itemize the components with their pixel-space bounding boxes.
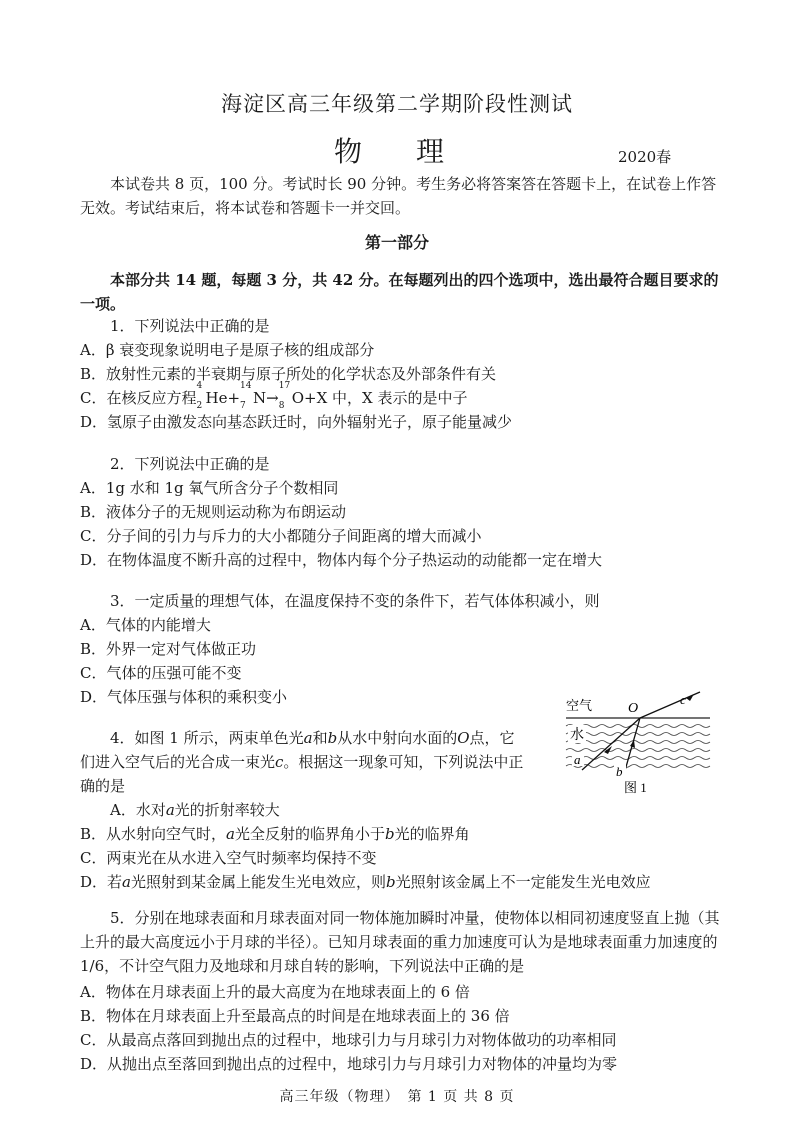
ray-b-label: b (616, 764, 623, 779)
q1-option-b: B．放射性元素的半衰期与原子所处的化学状态及外部条件有关 (80, 365, 497, 383)
light-b-label: b (327, 729, 338, 747)
q4-stem-line1 (110, 728, 515, 748)
ray-c-label: c (680, 692, 686, 707)
q5-option-b: B．物体在月球表面上升至最高点的时间是在地球表面上的 36 倍 (80, 1007, 510, 1025)
he-mass: 4 (196, 381, 203, 391)
n-charge: 7 (240, 401, 246, 411)
part-description: 本部分共 14 题，每题 3 分，共 42 分。在每题列出的四个选项中，选出最符合题目要求的一项。 (80, 271, 719, 313)
q2-option-a: A．1g 水和 1g 氧气所含分子个数相同 (80, 479, 339, 497)
q4-text: 点，它 (469, 729, 515, 747)
exam-instructions: 本试卷共 8 页，100 分。考试时长 90 分钟。考生务必将答案答在答题卡上，在试卷上作答无效。考试结束后，将本试卷和答题卡一并交回。 (80, 175, 717, 217)
exam-title: 海淀区高三年级第二学期阶段性测试 (221, 92, 573, 116)
point-o-label: O (457, 729, 470, 747)
light-b-label: b (385, 825, 395, 843)
q1-c-text: C．在核反应方程 (80, 389, 197, 407)
light-a-label: a (165, 801, 175, 819)
ray-c-arrow-icon (686, 694, 694, 701)
q4-option-a (110, 800, 280, 820)
water-waves (566, 725, 710, 768)
q4-text: B．从水射向空气时， (80, 825, 227, 843)
q4-text: A．水对 (110, 801, 166, 819)
q1-c-tail: +X 中，X 表示的是中子 (304, 389, 468, 407)
subject-char-2: 理 (416, 135, 447, 168)
q4-text: 从水中射向水面的 (337, 729, 458, 747)
q4-text: 。根据这一现象可知，下列说法中正 (283, 753, 524, 771)
o-charge: 8 (278, 401, 285, 411)
light-b-label: b (386, 873, 396, 891)
nuclide-nitrogen (240, 381, 267, 411)
q4-text: 光的折射率较大 (174, 801, 280, 819)
q4-stem-line2 (80, 752, 523, 772)
ray-a-label: a (574, 752, 581, 767)
q4-text: 光的临界角 (394, 825, 470, 843)
q2-option-b: B．液体分子的无规则运动称为布朗运动 (80, 503, 347, 521)
q4-text: 们进入空气后的光合成一束光 (80, 753, 276, 771)
point-o-label: O (628, 701, 639, 716)
q5-stem: 5．分别在地球表面和月球表面对同一物体施加瞬时冲量，使物体以相同初速度竖直上抛（其上升的最大高度远小于月球的半径）。已知月球表面的重力加速度可认为是地球表面重力加速度的 1/6，不计空气阻力及地球和月球自转的影响，下列说法中正确的是 (80, 909, 720, 975)
nuclide-oxygen (278, 381, 305, 411)
water-label: 水 (570, 728, 584, 743)
air-label: 空气 (566, 698, 593, 713)
q4-option-c: C．两束光在从水进入空气时频率均保持不变 (80, 849, 377, 867)
q4-text: 光全反射的临界角小于 (234, 825, 385, 843)
q4-text: 光照射该金属上不一定能发生光电效应 (395, 873, 651, 891)
light-a-label: a (303, 729, 313, 747)
q5-option-a: A．物体在月球表面上升的最大高度为在地球表面上的 6 倍 (80, 983, 470, 1001)
he-charge: 2 (196, 401, 203, 411)
q4-text: D．若 (80, 873, 123, 891)
figure-caption: 图 1 (624, 780, 647, 795)
reaction-arrow: → (266, 389, 279, 407)
q1-option-c (80, 381, 468, 411)
q3-option-a: A．气体的内能增大 (80, 616, 211, 634)
figure-1-refraction-diagram (560, 688, 720, 800)
q4-text: 和 (312, 729, 328, 747)
o-mass: 17 (278, 381, 291, 391)
q4-stem-line3: 确的是 (80, 777, 126, 795)
q2-option-c: C．分子间的引力与斥力的大小都随分子间距离的增大而减小 (80, 527, 482, 545)
q5-option-d: D．从抛出点至落回到抛出点的过程中，地球引力与月球引力对物体的冲量均为零 (80, 1055, 618, 1073)
plus-sign: + (227, 389, 241, 407)
light-c-label: c (275, 753, 284, 771)
q2-option-d: D．在物体温度不断升高的过程中，物体内每个分子热运动的动能都一定在增大 (80, 551, 603, 569)
nuclide-helium (196, 381, 228, 411)
n-mass: 14 (240, 381, 252, 391)
n-symbol: N (253, 389, 267, 407)
subject-char-1: 物 (334, 135, 365, 168)
subject-title (334, 130, 446, 170)
page-footer: 高三年级（物理） 第 1 页 共 8 页 (279, 1089, 515, 1105)
q4-text: 光照射到某金属上能发生光电效应，则 (130, 873, 386, 891)
q3-option-d: D．气体压强与体积的乘积变小 (80, 688, 288, 706)
q4-text: 4．如图 1 所示，两束单色光 (110, 729, 304, 747)
q1-option-a: A．β 衰变现象说明电子是原子核的组成部分 (80, 341, 375, 359)
light-ray-a (582, 718, 640, 770)
q1-stem: 1．下列说法中正确的是 (110, 317, 270, 335)
q5-option-c: C．从最高点落回到抛出点的过程中，地球引力与月球引力对物体做功的功率相同 (80, 1031, 617, 1049)
q1-option-d: D．氢原子由激发态向基态跃迁时，向外辐射光子，原子能量减少 (80, 413, 513, 431)
o-symbol: O (291, 389, 305, 407)
he-symbol: He (205, 389, 228, 407)
light-a-label: a (226, 825, 235, 843)
q3-option-b: B．外界一定对气体做正功 (80, 640, 257, 658)
term-label: 2020春 (618, 148, 672, 166)
light-a-label: a (122, 873, 131, 891)
q4-option-b (80, 824, 470, 844)
q3-option-c: C．气体的压强可能不变 (80, 664, 242, 682)
q2-stem: 2．下列说法中正确的是 (110, 455, 270, 473)
q4-option-d (80, 872, 651, 892)
q3-stem: 3．一定质量的理想气体，在温度保持不变的条件下，若气体体积减小，则 (110, 592, 600, 610)
part-title: 第一部分 (364, 233, 429, 252)
